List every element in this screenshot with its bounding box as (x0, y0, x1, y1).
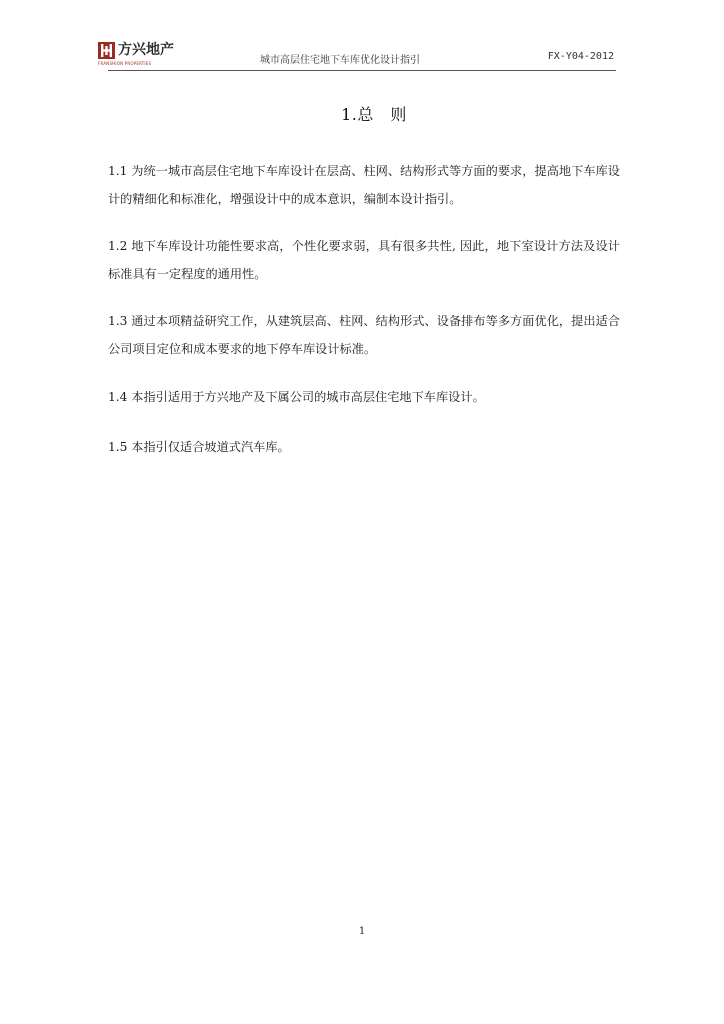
section-heading (0, 102, 724, 125)
document-code: FX-Y04-2012 (547, 51, 614, 62)
section-number: 1. (341, 105, 358, 124)
paragraph-1-1: 1.1 为统一城市高层住宅地下车库设计在层高、柱网、结构形式等方面的要求，提高地下车库设计的精细化和标准化，增强设计中的成本意识，编制本设计指引。 (108, 164, 620, 206)
header-divider (108, 70, 616, 71)
logo-mark-icon (98, 42, 115, 59)
section-heading-text: 总 则 (357, 105, 407, 124)
paragraph-1-3: 1.3 通过本项精益研究工作，从建筑层高、柱网、结构形式、设备排布等多方面优化，提出适合公司项目定位和成本要求的地下停车库设计标准。 (108, 314, 620, 356)
document-title: 城市高层住宅地下车库优化设计指引 (260, 55, 420, 66)
logo-chinese-name: 方兴地产 (118, 42, 174, 58)
paragraph-1-2: 1.2 地下车库设计功能性要求高，个性化要求弱，具有很多共性, 因此，地下室设计方法及设计标准具有一定程度的通用性。 (108, 239, 620, 281)
paragraph-1-4: 1.4 本指引适用于方兴地产及下属公司的城市高层住宅地下车库设计。 (108, 390, 485, 404)
paragraph-1-5: 1.5 本指引仅适合坡道式汽车库。 (108, 440, 290, 454)
page-header (98, 40, 616, 70)
page-number: 1 (358, 926, 366, 937)
company-logo (98, 42, 174, 68)
logo-english-name: FRANSHION PROPERTIES (98, 61, 152, 66)
